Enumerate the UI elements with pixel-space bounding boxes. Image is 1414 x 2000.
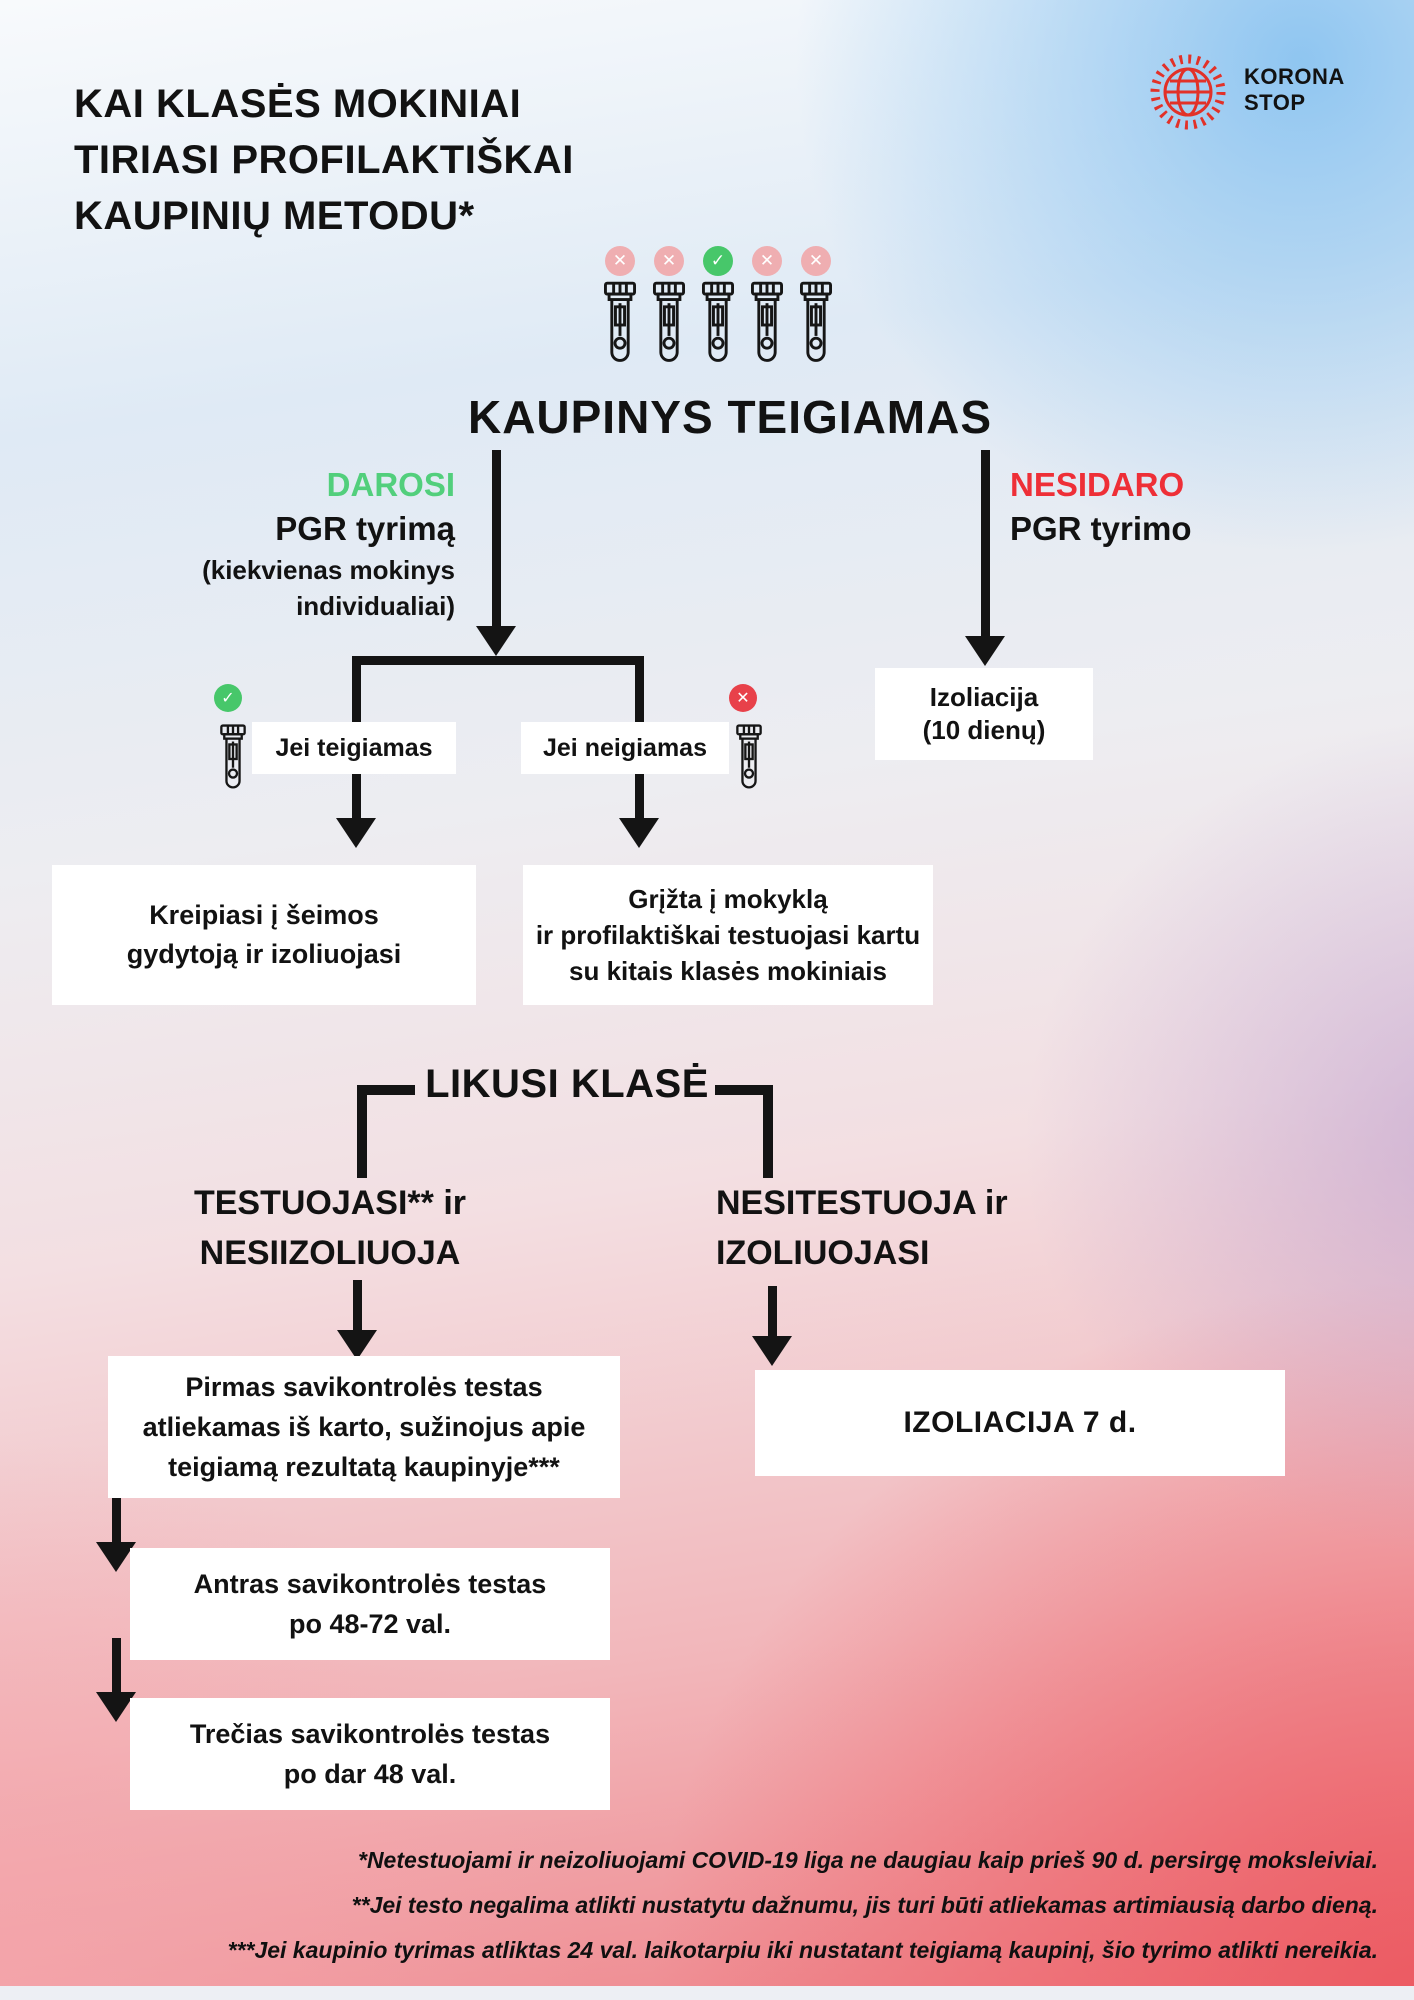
bracket-left-vertical <box>357 1085 367 1178</box>
sample-status-icon: ✕ <box>605 246 635 276</box>
pool-positive-heading: KAUPINYS TEIGIAMAS <box>467 391 993 443</box>
title-line-2: TIRIASI PROFILAKTIŠKAI <box>74 138 574 182</box>
connector-right-line <box>981 450 990 638</box>
branch-nesidaro-label <box>1010 464 1350 552</box>
second-test-line-2: po 48-72 val. <box>288 1609 452 1639</box>
positive-result-line-1: Kreipiasi į šeimos <box>149 900 379 930</box>
option-right-line-1: NESITESTUOJA ir <box>716 1184 1008 1222</box>
isolation-10-line-1: Izoliacija <box>929 682 1039 712</box>
nesidaro-detail: PGR tyrimo <box>1010 510 1192 547</box>
pool-sample-2 <box>649 246 689 369</box>
isolation-10-box <box>875 668 1093 760</box>
darosi-detail: PGR tyrimą <box>275 510 455 547</box>
test-tube-icon <box>600 281 640 369</box>
third-test-line-2: po dar 48 val. <box>283 1759 457 1789</box>
logo-line-2: STOP <box>1244 90 1306 115</box>
if-positive-box <box>252 722 456 774</box>
negative-result-line-1: Grįžta į mokyklą <box>628 884 828 914</box>
connector-split-bar <box>352 656 644 665</box>
darosi-note-2: individualiai) <box>296 591 455 621</box>
logo-line-1: KORONA <box>1244 64 1345 89</box>
test-tube-icon <box>217 716 249 802</box>
page-title <box>74 76 734 244</box>
connector-isolate-option <box>768 1286 777 1338</box>
connector-test-option <box>353 1280 362 1332</box>
sample-status-icon: ✓ <box>703 246 733 276</box>
pool-sample-3 <box>698 246 738 369</box>
option-left-line-2: NESIIZOLIUOJA <box>199 1234 461 1272</box>
arrow-down-icon <box>619 818 659 848</box>
negative-result-line-3: su kitais klasės mokiniais <box>569 956 887 986</box>
pool-sample-4 <box>747 246 787 369</box>
second-test-line-1: Antras savikontrolės testas <box>193 1569 547 1599</box>
footnote-2: **Jei testo negalima atlikti nustatytu dažnumu, jis turi būti atliekamas artimiausią darbo dieną. <box>351 1892 1378 1918</box>
sample-status-icon: ✕ <box>752 246 782 276</box>
third-test-box <box>130 1698 610 1810</box>
first-test-line-2: atliekamas iš karto, sužinojus apie <box>142 1412 586 1442</box>
test-tube-icon <box>698 281 738 369</box>
bottom-strip <box>0 1986 1414 2000</box>
arrow-down-icon <box>965 636 1005 666</box>
pool-sample-1 <box>600 246 640 369</box>
arrow-down-icon <box>336 818 376 848</box>
test-tube-icon <box>733 716 765 802</box>
option-no-test-isolate <box>716 1178 1046 1278</box>
second-test-box <box>130 1548 610 1660</box>
korona-stop-virus-icon <box>1146 50 1230 134</box>
option-test-no-isolate <box>180 1178 480 1278</box>
isolation-7-label: IZOLIACIJA 7 d. <box>903 1406 1137 1439</box>
connector-test-chain-2 <box>112 1638 121 1694</box>
isolation-10-line-2: (10 dienų) <box>922 715 1046 745</box>
check-circle-icon: ✓ <box>214 684 242 712</box>
first-test-line-1: Pirmas savikontrolės testas <box>185 1372 543 1402</box>
korona-stop-wordmark <box>1244 64 1345 116</box>
option-left-line-1: TESTUOJASI** ir <box>193 1184 467 1222</box>
connector-test-chain-1 <box>112 1498 121 1544</box>
isolation-7-box <box>755 1370 1285 1476</box>
rest-class-title: LIKUSI KLASĖ <box>425 1062 709 1106</box>
test-tube-icon <box>649 281 689 369</box>
footnotes <box>190 1838 1378 1973</box>
sample-status-icon: ✕ <box>801 246 831 276</box>
branch-darosi-label <box>105 464 455 623</box>
nesidaro-action: NESIDARO <box>1010 466 1185 503</box>
pooled-samples-row <box>600 246 836 369</box>
pool-sample-5 <box>796 246 836 369</box>
footnote-1: *Netestuojami ir neizoliuojami COVID-19 liga ne daugiau kaip prieš 90 d. persirgę moksleiviai. <box>358 1847 1378 1873</box>
third-test-line-1: Trečias savikontrolės testas <box>189 1719 551 1749</box>
darosi-action: DAROSI <box>326 466 455 503</box>
if-negative-label: Jei neigiamas <box>543 733 707 762</box>
connector-left-line <box>492 450 501 628</box>
test-tube-icon <box>796 281 836 369</box>
sample-status-icon: ✕ <box>654 246 684 276</box>
if-negative-box <box>521 722 729 774</box>
positive-result-box <box>52 865 476 1005</box>
x-circle-icon: ✕ <box>729 684 757 712</box>
test-tube-icon <box>747 281 787 369</box>
if-positive-label: Jei teigiamas <box>275 733 433 762</box>
first-test-box <box>108 1356 620 1498</box>
option-right-line-2: IZOLIUOJASI <box>716 1234 930 1272</box>
bracket-right-vertical <box>763 1085 773 1178</box>
negative-result-line-2: ir profilaktiškai testuojasi kartu <box>535 920 921 950</box>
darosi-note-1: (kiekvienas mokinys <box>202 555 455 585</box>
negative-result-box <box>523 865 933 1005</box>
positive-result-line-2: gydytoją ir izoliuojasi <box>126 939 402 969</box>
arrow-down-icon <box>476 626 516 656</box>
arrow-down-icon <box>752 1336 792 1366</box>
footnote-3: ***Jei kaupinio tyrimas atliktas 24 val. laikotarpiu iki nustatant teigiamą kaupinį, šio tyrimo atlikti nereikia. <box>227 1937 1378 1963</box>
title-line-3: KAUPINIŲ METODU* <box>74 194 475 238</box>
first-test-line-3: teigiamą rezultatą kaupinyje*** <box>168 1452 560 1482</box>
title-line-1: KAI KLASĖS MOKINIAI <box>74 82 522 126</box>
